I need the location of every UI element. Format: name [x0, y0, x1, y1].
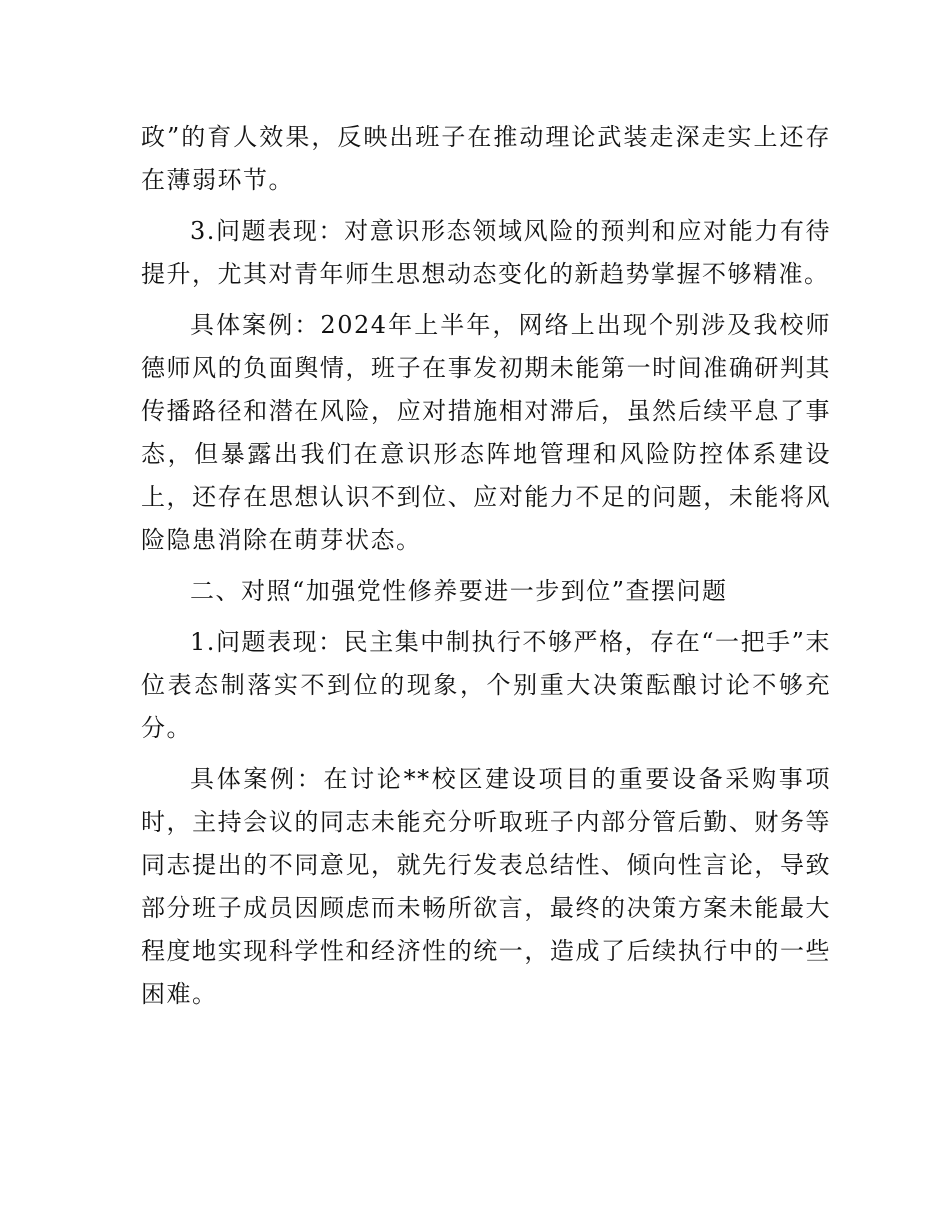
- paragraph-case-1: 具体案例：在讨论**校区建设项目的重要设备采购事项时，主持会议的同志未能充分听取班子内部分管后勤、财务等同志提出的不同意见，就先行发表总结性、倾向性言论，导致部分班子成员因顾虑而未畅所欲言，最终的决策方案未能最大程度地实现科学性和经济性的统一，造成了后续执行中的一些困难。: [141, 765, 831, 1008]
- paragraph-issue-1: 1.问题表现：民主集中制执行不够严格，存在“一把手”末位表态制落实不到位的现象，个别重大决策酝酿讨论不够充分。: [141, 628, 831, 742]
- document-body: [141, 116, 831, 1024]
- paragraph-issue-3: 3.问题表现：对意识形态领域风险的预判和应对能力有待提升，尤其对青年师生思想动态变化的新趋势掌握不够精准。: [141, 217, 831, 288]
- paragraph-continuation: 政”的育人效果，反映出班子在推动理论武装走深走实上还存在薄弱环节。: [141, 123, 831, 194]
- paragraph-case-3: 具体案例：2024年上半年，网络上出现个别涉及我校师德师风的负面舆情，班子在事发初期未能第一时间准确研判其传播路径和潜在风险，应对措施相对滞后，虽然后续平息了事态，但暴露出我们在意识形态阵地管理和风险防控体系建设上，还存在思想认识不到位、应对能力不足的问题，未能将风险隐患消除在萌芽状态。: [141, 311, 831, 554]
- section-heading-2: 二、对照“加强党性修养要进一步到位”查摆问题: [190, 577, 728, 605]
